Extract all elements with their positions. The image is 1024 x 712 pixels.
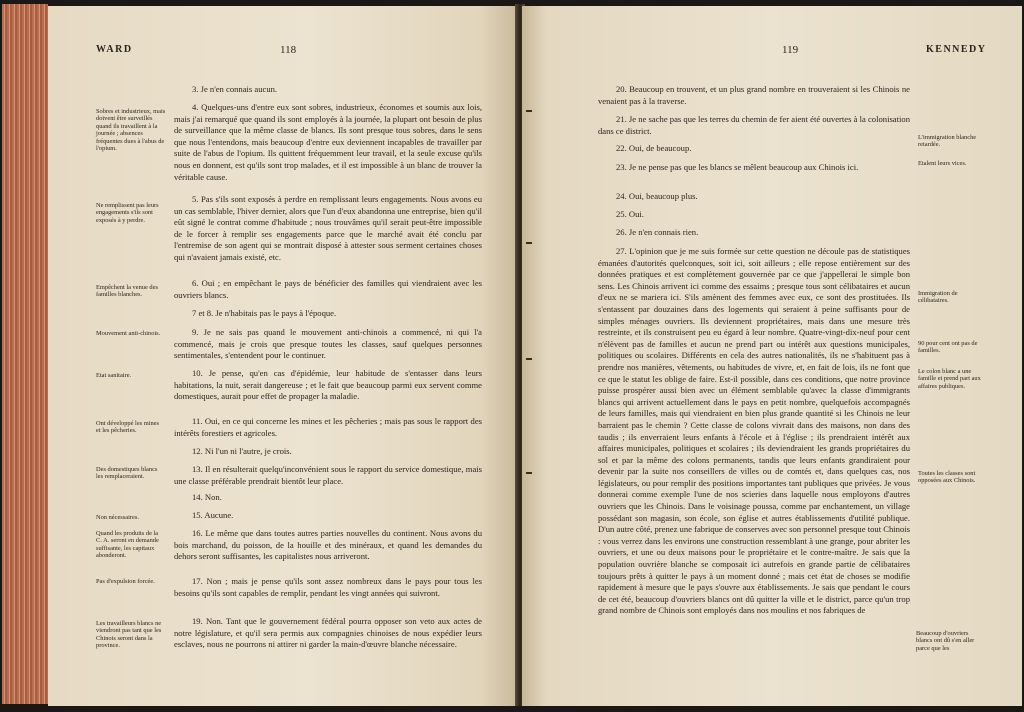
answer-22: 22. Oui, de beaucoup. — [616, 143, 692, 153]
margin-note: Le colon blanc a une famille et prend part aux affaires publiques. — [918, 368, 981, 390]
answer-20: 20. Beaucoup en trouvent, et un plus grand nombre en trouveraient si les Chinois ne venaient pas à la traverse. — [598, 84, 910, 106]
answer-14: 14. Non. — [192, 492, 222, 502]
binding-mark — [526, 472, 532, 474]
left-page — [48, 6, 518, 706]
page-number-right: 119 — [782, 44, 799, 56]
running-head-left: WARD — [96, 44, 133, 55]
margin-note: Beaucoup d'ouvriers blancs ont dû s'en aller parce que les — [916, 630, 975, 652]
answer-27: 27. L'opinion que je me suis formée sur cette question ne découle pas de statistiques émanées d'autorités quelconques, soit ici, soit ailleurs ; elle repose entièrement sur des données pratiques et est complètement gouvernée par ce que j'appellerai le simple bon sens. Les Chinois arrivent ici comme des essaims ; presque tous sont célibataires et aucun d'eux ne se mariera ici. S'ils amènent des femmes avec eux, ce sont des prostituées. Ils s'entassent par douzaines dans des logements qui seraient à peine suffisants pour de simples ménages ouvriers. Ils deviennent propriétaires, mais dans une mesure très restreinte, et ils construisent peu eu égard à leur nombre. Quatre-vingt-dix-neuf pour cent n'élèvent pas de familles et aucun ne prend part ou intérêt aux questions municipales, politiques ou scolaires. Différents en cela des autres nationalités, ils ne s'habituent pas à prendre nos manières, vêtements, ou habitudes de vivre, et, en fait de lois, ils ne font que ce que le statut les oblige de faire. Est-il possible, dans ces conditions, que notre province puisse prospérer aussi bien avec un élément semblable qu'avec la classe d'immigrants blancs qui arrivent actuellement dans le pays en petit nombre, quelquefois accompagnés de leurs familles, mais qui viendraient en bien plus grande quantité si les Chinois ne leur barraient pas le chemin ? Cette classe de colons vivrait dans des maisons, non dans des taudis ; ils enverraient leurs enfants à l'école et à l'église ; ils prendraient intérêt aux affaires municipales, politiques et scolaires ; ils deviendraient les grands propriétaires du sol et par la même des colons permanents, tandis que leurs enfants grandiraient pour devenir par la suite nos conseillers de villes ou de comtés et, dans quelques cas, nos législateurs, ou pour remplir des positions importantes tant publiques que privées. Je vous donnerai comme exemple l'une de nos scieries dans laquelle nous employons d'autres ouvriers que les Chinois. Dans le voisinage poussa, comme par enchantement, un village possédant son magasin, son école, son église et autres établissements d'utilité publique. D'un autre côté, prenez une fabrique de conserves avec son personnel presque tout Chinois : vous verrez dans les environs une construction ressemblant à une grange, pour abriter les ouvriers, et une ou deux maisons pour le propriétaire et le contre-maître. Je sais que la population ouvrière blanche se composait ici autrefois en grande partie de célibataires toujours prêts à quitter le pays à un moment donné ; mais cet état de choses se modifie rapidement à mesure que le pays s'ouvre aux établissements. Je sais que pendant le cours de cet été, beaucoup d'ouvriers blancs ont dû quitter la ville et le district, parce qu'un trop grand nombre de Chinois sont employés dans nos moulins et nos fabriques de — [598, 246, 910, 616]
margin-note: Pas d'expulsion forcée. — [96, 578, 155, 585]
answer-5: 5. Pas s'ils sont exposés à perdre en remplissant leurs engagements. Nous avons eu un cas semblable, l'hiver dernier, alors que l'un d'eux abandonna une entreprise, bien qu'il eût signé le contrat comme d'habitude ; nous trouvâmes qu'il serait peut-être impossible de le forcer à remplir ses engagements parce que le marché avait été conclu par l'entremise de son agent qui se montrait disposé à attester sous serment certaines choses qui n'avaient jamais existé, etc. — [174, 194, 482, 262]
margin-note: Quand les produits de la C. A. seront en demande suffisante, les capitaux abonderont. — [96, 530, 159, 560]
running-head-right: KENNEDY — [926, 44, 987, 55]
margin-note: Etat sanitaire. — [96, 372, 132, 379]
margin-note: Empêchent la venue des familles blanches. — [96, 284, 158, 299]
answer-11: 11. Oui, en ce qui concerne les mines et les pêcheries ; mais pas sous le rapport des intérêts forestiers et agricoles. — [174, 416, 482, 438]
margin-note: Les travailleurs blancs ne viendront pas tant que les Chinois seront dans la province. — [96, 620, 162, 650]
page-edges — [2, 4, 48, 704]
margin-note: Etalent leurs vices. — [918, 160, 967, 167]
binding-mark — [526, 358, 532, 360]
margin-note: Ne remplissent pas leurs engagements s'ils sont exposés à y perdre. — [96, 202, 159, 224]
answer-23: 23. Je ne pense pas que les blancs se mêlent beaucoup aux Chinois ici. — [616, 162, 859, 172]
margin-note: Mouvement anti-chinois. — [96, 330, 161, 337]
margin-note: Toutes les classes sont opposées aux Chinois. — [918, 470, 976, 485]
answer-16: 16. Le même que dans toutes autres parties nouvelles du continent. Nous avons du bois marchand, du poisson, de la houille et des minéraux, et quand les demandes du dehors seront suffisantes, les capitalistes nous arriveront. — [174, 528, 482, 562]
binding-mark — [526, 242, 532, 244]
binding-mark — [526, 110, 532, 112]
answer-3: 3. Je n'en connais aucun. — [192, 84, 278, 94]
page-number-left: 118 — [280, 44, 297, 56]
answer-17: 17. Non ; mais je pense qu'ils sont assez nombreux dans le pays pour tous les besoins qu'ils sont capables de remplir, pendant les vingt années qui suivront. — [174, 576, 482, 598]
answer-21: 21. Je ne sache pas que les terres du chemin de fer aient été ouvertes à la colonisation dans ce district. — [598, 114, 910, 136]
answer-10: 10. Je pense, qu'en cas d'épidémie, leur habitude de s'entasser dans leurs habitations, la nuit, serait dangereuse ; et le fait que beaucoup parmi eux servent comme domestiques, aurait pour effet de propager la maladie. — [174, 368, 482, 402]
answer-4: 4. Quelques-uns d'entre eux sont sobres, industrieux, économes et soumis aux lois, mais j'ai remarqué que quand ils sont employés à la journée, la plupart ont besoin de plus de surveillance que la même classe de blancs. Ils sont presque tous sobres, dans le sens que nous l'entendons, mais beaucoup d'entre eux deviennent incapables de travailler par suite de l'abus de l'opium. Ils quittent fréquemment leur travail, et la seule excuse qu'ils nous en donnent, est qu'ils sont trop malades, et il est impossible à un blanc de trouver la véritable cause. — [174, 102, 482, 182]
answer-19: 19. Non. Tant que le gouvernement fédéral pourra opposer son veto aux actes de notre législature, et qu'il sera permis aux compagnies chinoises de nous expédier leurs esclaves, nous ne pourrons ni attirer ni garder la main-d'œuvre blanche nécessaire. — [174, 616, 482, 650]
answer-13: 13. Il en résulterait quelqu'inconvénient sous le rapport du service domestique, mais une classe préférable prendrait bientôt leur place. — [174, 464, 482, 486]
margin-note: Non nécessaires. — [96, 514, 139, 521]
answer-15: 15. Aucune. — [192, 510, 234, 520]
margin-note: Immigration de célibataires. — [918, 290, 958, 305]
answer-25: 25. Oui. — [616, 209, 644, 219]
right-page — [522, 6, 1022, 706]
margin-note: L'immigration blanche retardée. — [918, 134, 977, 149]
margin-note: Des domestiques blancs les remplaceraient. — [96, 466, 158, 481]
answer-6: 6. Oui ; en empêchant le pays de bénéficier des familles qui viendraient avec les ouvriers blancs. — [174, 278, 482, 300]
answer-26: 26. Je n'en connais rien. — [616, 227, 699, 237]
margin-note: 90 pour cent ont pas de familles. — [918, 340, 978, 355]
margin-note: Sobres et industrieux, mais doivent être surveillés quand ils travaillent à la journée ; absences fréquentes dues à l'abus de l'opium. — [96, 108, 166, 153]
answer-12: 12. Ni l'un ni l'autre, je crois. — [192, 446, 292, 456]
answer-24: 24. Oui, beaucoup plus. — [616, 191, 698, 201]
answer-9: 9. Je ne sais pas quand le mouvement anti-chinois a commencé, ni qui l'a commencé, mais je crois que presque toutes les classes, sauf quelques personnes sentimentales, s'entendent pour le continuer. — [174, 327, 482, 361]
margin-note: Ont développé les mines et les pêcheries. — [96, 420, 160, 435]
answer-7-8: 7 et 8. Je n'habitais pas le pays à l'époque. — [192, 308, 337, 318]
